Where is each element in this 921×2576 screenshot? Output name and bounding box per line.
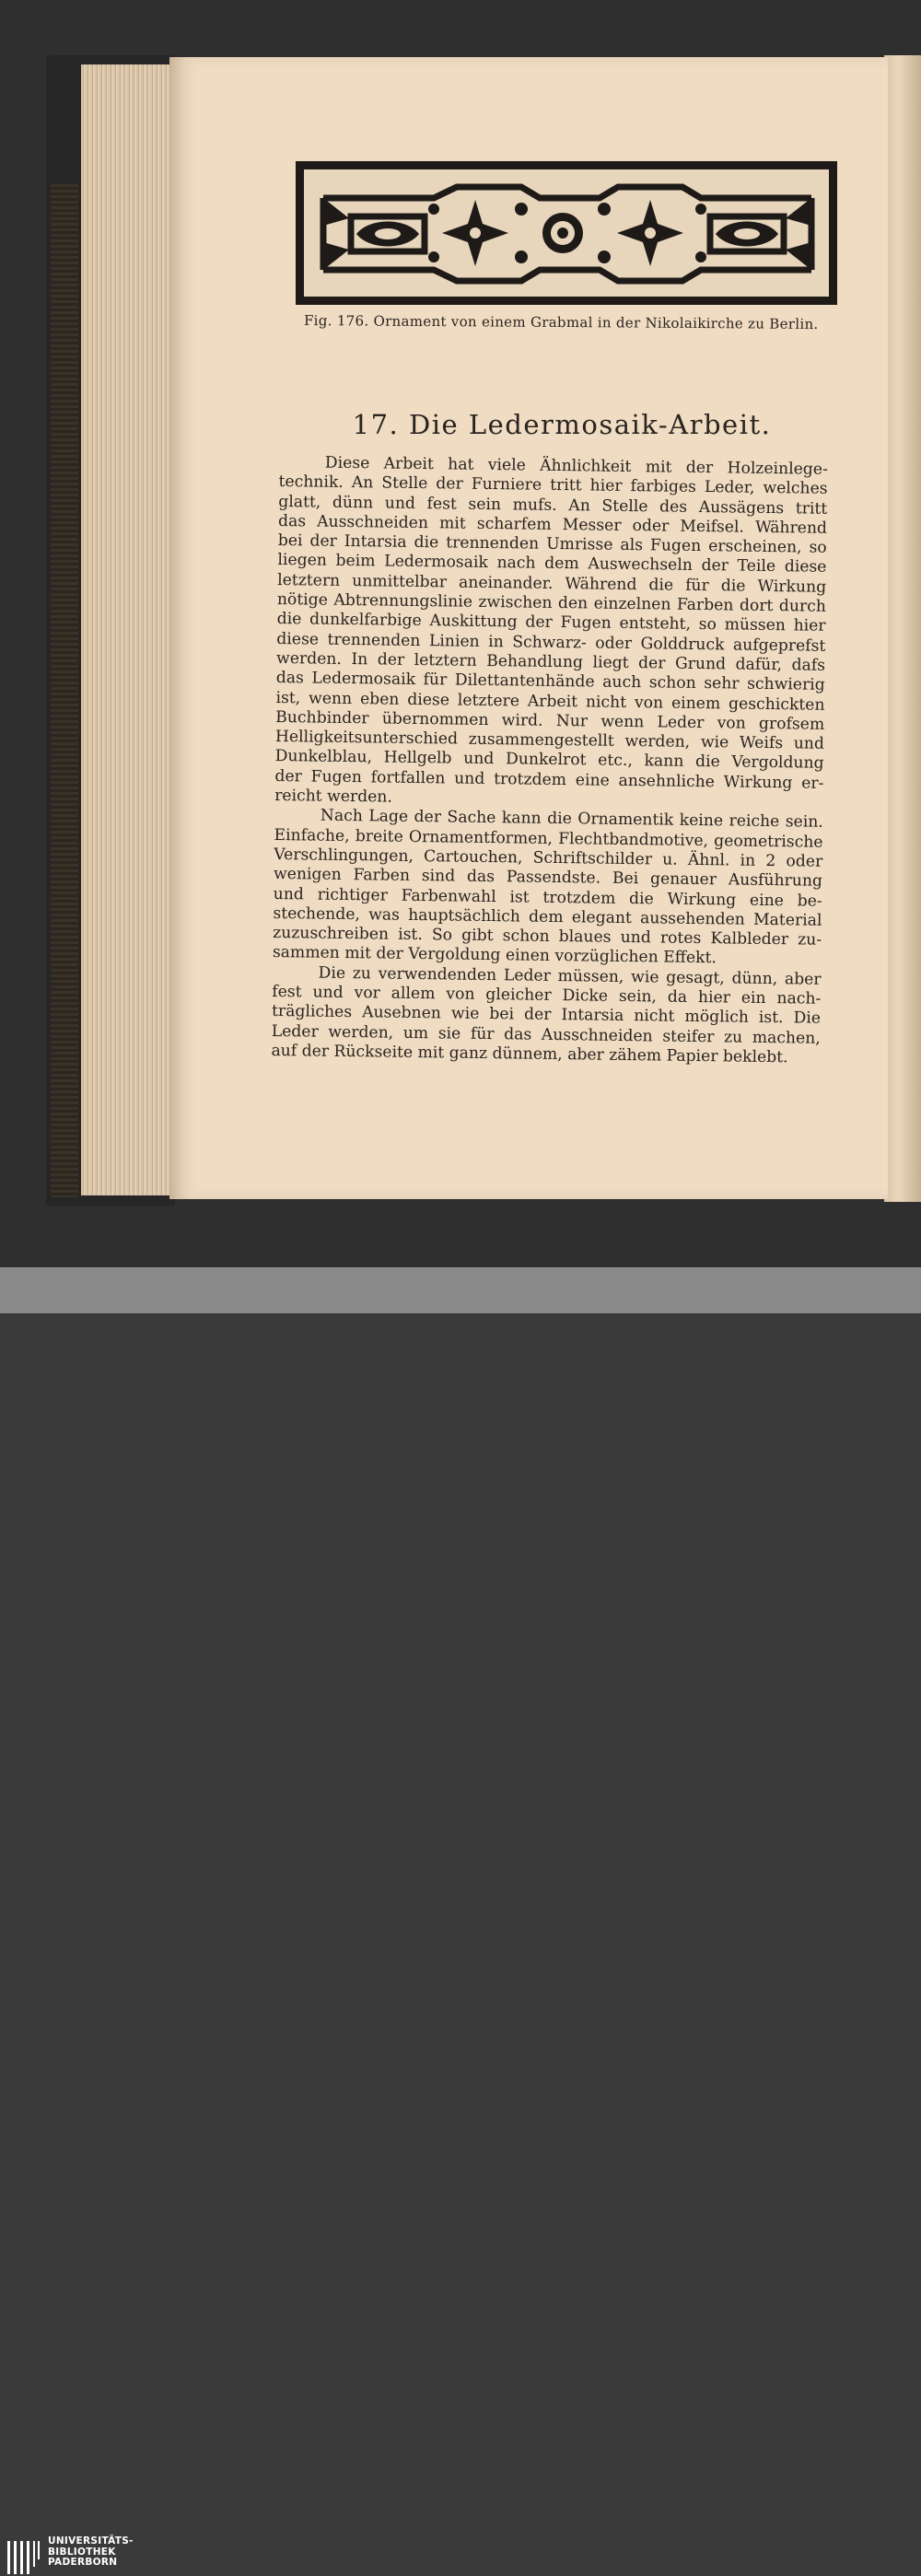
body-line: Helligkeitsunterschied zusammengestellt werden, wie Weifs und	[274, 728, 825, 753]
body-line: Nach Lage der Sache kann die Ornamentik keine reiche sein.	[320, 806, 823, 833]
body-line: liegen beim Ledermosaik nach dem Auswechseln der Teile diese	[277, 551, 827, 577]
body-line: und richtiger Farbenwahl ist trotzdem die Wirkung eine be-	[273, 884, 822, 911]
body-line: Diese Arbeit hat viele Ähnlichkeit mit der Holzeinlege-	[324, 453, 828, 479]
body-line: technik. An Stelle der Furniere tritt hier farbiges Leder, welches	[278, 472, 828, 499]
library-footer	[0, 1267, 921, 2568]
facing-page-edge	[884, 55, 921, 1202]
body-line: Einfache, breite Ornamentformen, Flechtbandmotive, geometrische	[274, 825, 823, 852]
body-line: Die zu verwendenden Leder müssen, wie gesagt, dünn, aber	[318, 963, 822, 989]
figure-caption: Fig. 176. Ornament von einem Grabmal in der Nikolaikirche zu Berlin.	[303, 312, 819, 332]
library-name-line3: PADERBORN	[48, 2557, 118, 2568]
body-line: der Fugen fortfallen und trotzdem eine ansehnliche Wirkung er-	[274, 766, 824, 793]
body-line: trägliches Ausebnen wie bei der Intarsia nicht möglich ist. Die	[271, 1002, 822, 1029]
body-line: glatt, dünn und fest sein mufs. An Stelle des Aussägens tritt	[278, 492, 828, 519]
body-line: werden. In der letztern Behandlung liegt der Grund dafür, dafs	[275, 648, 826, 675]
body-line: wenigen Farben sind das Passendste. Bei genauer Ausführung	[273, 865, 823, 891]
body-line: Verschlingungen, Cartouchen, Schriftschilder u. Ähnl. in 2 oder	[274, 845, 823, 871]
book-scan	[0, 0, 921, 1267]
body-line: nötige Abtrennungslinie zwischen den einzelnen Farben dort durch	[276, 590, 826, 616]
page-edges	[81, 64, 182, 1195]
body-line: letztern unmittelbar aneinander. Während die für die Wirkung	[277, 570, 827, 597]
body-line: auf der Rückseite mit ganz dünnem, aber zähem Papier beklebt.	[271, 1041, 788, 1067]
ornament-illustration	[296, 161, 837, 305]
body-line: Dunkelblau, Hellgelb und Dunkelrot etc., kann die Vergoldung	[274, 747, 824, 774]
body-line: Buchbinder übernommen wird. Nur wenn Leder von grofsem	[275, 707, 825, 734]
chapter-heading: 17. Die Ledermosaik-Arbeit.	[352, 409, 772, 440]
body-line: sammen mit der Vergoldung einen vorzüglichen Effekt.	[272, 943, 717, 968]
library-logo-icon	[6, 2539, 42, 2576]
ornament-figure	[296, 161, 837, 305]
library-name-line2: BIBLIOTHEK	[48, 2546, 116, 2558]
body-line: die dunkelfarbige Auskittung der Fugen entsteht, so müssen hier	[276, 610, 826, 636]
body-line: das Ledermosaik für Dilettantenhände auch schon sehr schwierig	[275, 669, 825, 695]
body-line: diese trennenden Linien in Schwarz- oder Golddruck aufgeprefst	[276, 629, 826, 656]
library-name-line1: UNIVERSITÄTS-	[48, 2535, 134, 2547]
body-line: zuzuschreiben ist. So gibt schon blaues und rotes Kalbleder zu-	[273, 924, 822, 950]
cover-texture	[51, 184, 78, 1197]
library-name	[48, 2536, 134, 2569]
body-line: bei der Intarsia die trennenden Umrisse als Fugen erscheinen, so	[277, 531, 827, 557]
body-line: Leder werden, um sie für das Ausschneiden steifer zu machen,	[271, 1021, 821, 1048]
body-line: ist, wenn eben diese letztere Arbeit nicht von einem geschickten	[275, 688, 825, 715]
body-line: reicht werden.	[274, 787, 393, 807]
body-line: das Ausschneiden mit scharfem Messer oder Meifsel. Während	[277, 511, 828, 538]
body-line: stechende, was hauptsächlich dem elegant aussehenden Material	[273, 903, 822, 930]
body-text	[271, 453, 828, 1068]
body-line: fest und vor allem von gleicher Dicke sein, da hier ein nach-	[272, 982, 822, 1008]
